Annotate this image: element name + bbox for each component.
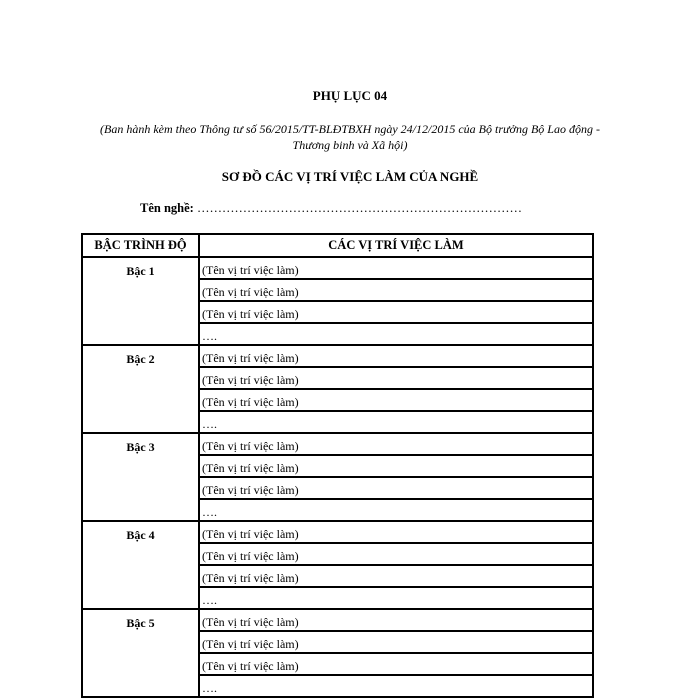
issued-note: (Ban hành kèm theo Thông tư số 56/2015/TT-BLĐTBXH ngày 24/12/2015 của Bộ trưởng Bộ Lao động - Thương binh và Xã hội)	[100, 122, 600, 152]
appendix-title: PHỤ LỤC 04	[312, 88, 388, 103]
table-body	[82, 257, 593, 697]
document-heading: SƠ ĐỒ CÁC VỊ TRÍ VIỆC LÀM CỦA NGHỀ	[221, 169, 479, 184]
position-cell: (Tên vị trí việc làm)	[199, 301, 593, 323]
occupation-value: ……………………………………………………………………	[196, 201, 522, 215]
level-cell: Bậc 1	[82, 257, 199, 345]
table-row	[82, 345, 593, 367]
position-cell: ….	[199, 323, 593, 345]
table-row	[82, 433, 593, 455]
position-cell: (Tên vị trí việc làm)	[199, 565, 593, 587]
table-row	[82, 609, 593, 631]
header-positions: CÁC VỊ TRÍ VIỆC LÀM	[199, 234, 593, 257]
position-cell: (Tên vị trí việc làm)	[199, 389, 593, 411]
position-cell: (Tên vị trí việc làm)	[199, 653, 593, 675]
position-cell: (Tên vị trí việc làm)	[199, 367, 593, 389]
position-cell: (Tên vị trí việc làm)	[199, 543, 593, 565]
table-row	[82, 521, 593, 543]
header-level: BẬC TRÌNH ĐỘ	[82, 234, 199, 257]
table-header-row	[82, 234, 593, 257]
position-cell: ….	[199, 587, 593, 609]
position-cell: (Tên vị trí việc làm)	[199, 609, 593, 631]
level-cell: Bậc 2	[82, 345, 199, 433]
occupation-line	[140, 201, 522, 216]
position-cell: ….	[199, 411, 593, 433]
level-cell: Bậc 5	[82, 609, 199, 697]
position-cell: (Tên vị trí việc làm)	[199, 631, 593, 653]
position-cell: (Tên vị trí việc làm)	[199, 345, 593, 367]
position-cell: (Tên vị trí việc làm)	[199, 433, 593, 455]
position-cell: ….	[199, 675, 593, 697]
table-row	[82, 257, 593, 279]
position-cell: (Tên vị trí việc làm)	[199, 455, 593, 477]
position-cell: (Tên vị trí việc làm)	[199, 257, 593, 279]
level-cell: Bậc 4	[82, 521, 199, 609]
occupation-label: Tên nghề:	[140, 201, 194, 215]
position-cell: ….	[199, 499, 593, 521]
position-cell: (Tên vị trí việc làm)	[199, 477, 593, 499]
level-cell: Bậc 3	[82, 433, 199, 521]
job-positions-table	[81, 233, 594, 698]
position-cell: (Tên vị trí việc làm)	[199, 521, 593, 543]
position-cell: (Tên vị trí việc làm)	[199, 279, 593, 301]
